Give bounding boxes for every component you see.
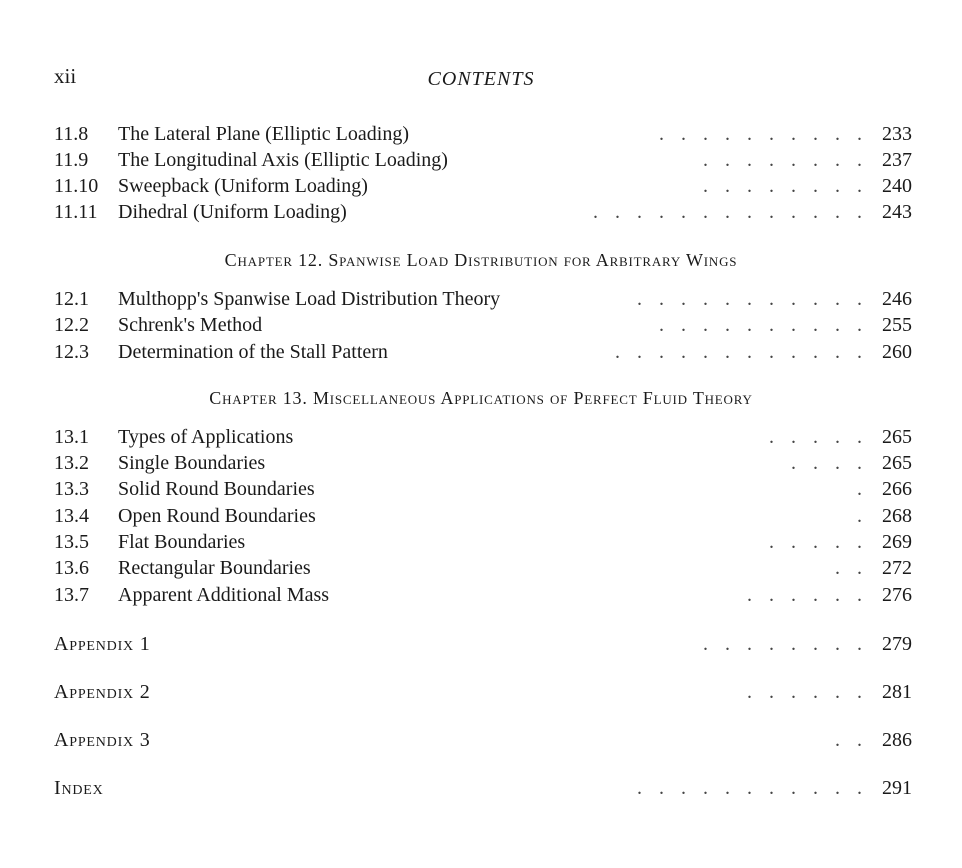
dot-leader: . . . . . . . . . . . . (615, 341, 868, 363)
section-number: 12.2 (54, 314, 89, 336)
section-title: Multhopp's Spanwise Load Distribution Theory (118, 286, 504, 312)
page-number: 240 (882, 175, 912, 197)
section-number: 13.7 (54, 584, 89, 606)
page-number: 237 (882, 149, 912, 171)
page-number: 286 (882, 729, 912, 751)
section-number: 13.5 (54, 531, 89, 553)
section-title: Flat Boundaries (118, 529, 249, 555)
toc-entry-12-2[interactable] (54, 312, 912, 338)
dot-leader: . . . . . . . . . . (659, 123, 868, 145)
page-number: 266 (882, 478, 912, 500)
section-number: 11.10 (54, 175, 99, 197)
section-number: 13.6 (54, 557, 89, 579)
section-number: 13.2 (54, 452, 89, 474)
page-number: 281 (882, 681, 912, 703)
dot-leader: . . . . . . . . (703, 175, 868, 197)
dot-leader: . (857, 478, 868, 500)
toc-entry-13-6[interactable] (54, 555, 912, 581)
section-title: Sweepback (Uniform Loading) (118, 173, 372, 199)
page-number: 265 (882, 452, 912, 474)
page-number: 276 (882, 584, 912, 606)
toc-entry-11-10[interactable] (54, 173, 912, 199)
page-number: 269 (882, 531, 912, 553)
section-number: 11.8 (54, 123, 89, 145)
dot-leader: . . (835, 557, 868, 579)
index-title: Index (54, 775, 108, 801)
toc-entry-13-4[interactable] (54, 503, 912, 529)
toc-entry-13-7[interactable] (54, 582, 912, 608)
appendix-1-title: Appendix 1 (54, 631, 155, 657)
page-number: 260 (882, 341, 912, 363)
dot-leader: . . . . . . . . . . . . . (593, 201, 868, 223)
toc-entry-13-1[interactable] (54, 424, 912, 450)
section-number: 12.3 (54, 341, 89, 363)
page-number: 265 (882, 426, 912, 448)
dot-leader: . . . . . . . . (703, 633, 868, 655)
toc-entry-11-9[interactable] (54, 147, 912, 173)
toc-entry-13-3[interactable] (54, 476, 912, 502)
toc-entry-12-1[interactable] (54, 286, 912, 312)
toc-entry-index[interactable] (54, 775, 912, 801)
section-number: 13.4 (54, 505, 89, 527)
section-number: 11.11 (54, 201, 98, 223)
page-folio: xii (54, 64, 77, 88)
section-title: Apparent Additional Mass (118, 582, 333, 608)
toc-entry-appendix-3[interactable] (54, 727, 912, 753)
section-title: Single Boundaries (118, 450, 269, 476)
dot-leader: . . . . . . (747, 681, 868, 703)
toc-entry-13-2[interactable] (54, 450, 912, 476)
dot-leader: . . . . . (769, 531, 868, 553)
section-title: Types of Applications (118, 424, 297, 450)
section-number: 13.1 (54, 426, 89, 448)
section-title: Dihedral (Uniform Loading) (118, 199, 351, 225)
dot-leader: . . . . . . (747, 584, 868, 606)
section-title: Solid Round Boundaries (118, 476, 319, 502)
dot-leader: . . . . . . . . . . . (637, 777, 868, 799)
dot-leader: . . . . . . . . . . . (637, 288, 868, 310)
toc-entry-11-11[interactable] (54, 199, 912, 225)
section-number: 13.3 (54, 478, 89, 500)
page-number: 272 (882, 557, 912, 579)
page-number: 291 (882, 777, 912, 799)
section-title: The Longitudinal Axis (Elliptic Loading) (118, 147, 452, 173)
section-number: 12.1 (54, 288, 89, 310)
section-title: Determination of the Stall Pattern (118, 339, 392, 365)
page-number: 246 (882, 288, 912, 310)
appendix-3-title: Appendix 3 (54, 727, 155, 753)
dot-leader: . . . . (791, 452, 868, 474)
dot-leader: . . . . . . . . . . (659, 314, 868, 336)
section-title: Schrenk's Method (118, 312, 266, 338)
section-title: The Lateral Plane (Elliptic Loading) (118, 121, 413, 147)
toc-entry-11-8[interactable] (54, 121, 912, 147)
page-number: 268 (882, 505, 912, 527)
dot-leader: . . (835, 729, 868, 751)
toc-entry-appendix-1[interactable] (54, 631, 912, 657)
running-head: CONTENTS (427, 68, 535, 90)
page-number: 255 (882, 314, 912, 336)
chapter-12-heading: Chapter 12. Spanwise Load Distribution for Arbitrary Wings (224, 250, 738, 270)
page-number: 279 (882, 633, 912, 655)
dot-leader: . (857, 505, 868, 527)
section-title: Rectangular Boundaries (118, 555, 315, 581)
toc-entry-appendix-2[interactable] (54, 679, 912, 705)
chapter-13-heading: Chapter 13. Miscellaneous Applications of Perfect Fluid Theory (209, 388, 753, 408)
toc-entry-13-5[interactable] (54, 529, 912, 555)
page-number: 243 (882, 201, 912, 223)
dot-leader: . . . . . (769, 426, 868, 448)
appendix-2-title: Appendix 2 (54, 679, 155, 705)
dot-leader: . . . . . . . . (703, 149, 868, 171)
page-number: 233 (882, 123, 912, 145)
section-number: 11.9 (54, 149, 89, 171)
toc-entry-12-3[interactable] (54, 339, 912, 365)
section-title: Open Round Boundaries (118, 503, 320, 529)
